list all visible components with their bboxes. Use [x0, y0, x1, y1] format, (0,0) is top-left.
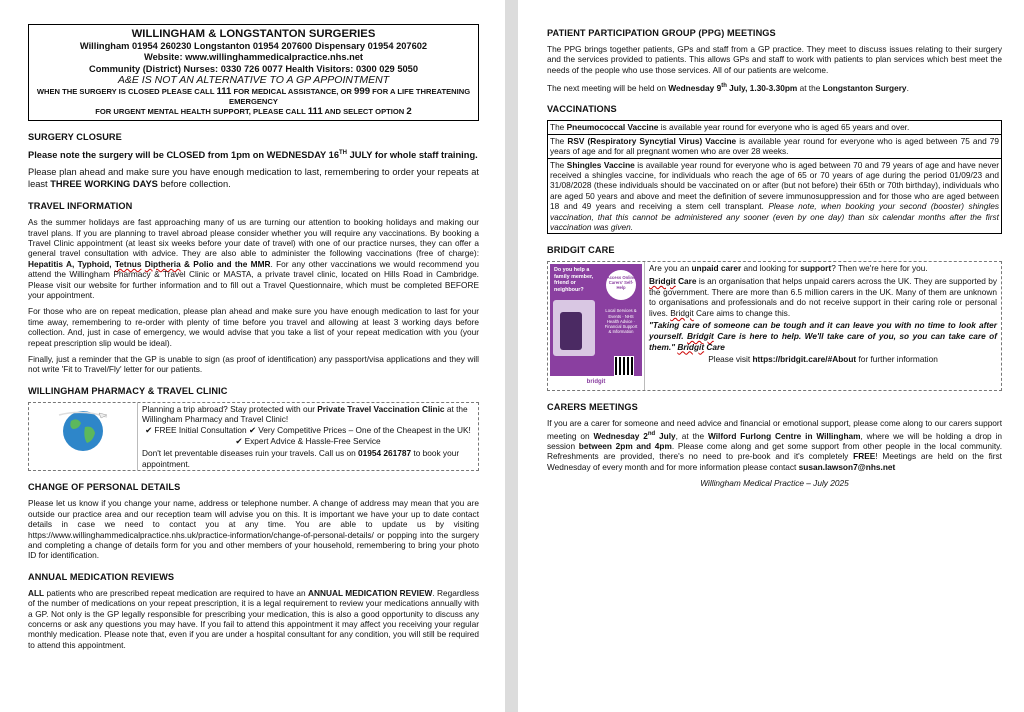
bridgit-box [547, 261, 1002, 391]
ppg-heading: PATIENT PARTICIPATION GROUP (PPG) MEETINGS [547, 28, 776, 38]
travel-paragraph-2: For those who are on repeat medication, please plan ahead and make sure you have enough medication to last for your time away, remembering to re-order with plenty of time before you travel and allowing at least 3 working days before collection. And, just in case of emergency, we would advise that you take a list of your repeat medication with you (your repeat prescription slip would be ideal). [28, 306, 479, 348]
pneumococcal-row: The Pneumococcal Vaccine is available year round for everyone who is aged 65 years and over. [548, 121, 1001, 134]
ppg-next-meeting: The next meeting will be held on Wednesday 9th July, 1.30-3.30pm at the Longstanton Surgery. [547, 82, 909, 93]
page-gutter [505, 0, 518, 712]
travel-paragraph-1: As the summer holidays are fast approaching many of us are turning our attention to booking holidays and making our travel plans. If you are planning to travel abroad please consider whether you will require any vaccinations. By booking a Travel Clinic appointment (at least six weeks before your date of travel) with one of our practice nurses, they can offer a general travel consultation with advice. They are also able to administer the following vaccinations (free of charge): Hepatitis A, Typhoid, Tetnus Diptheria & Polio and the MMR. For any other vaccinations we would recommend you attend the Willingham Pharmacy & Travel Clinic or MASTA, a private travel clinic, located on Hills Road in Cambridge. Please visit our website for further information and to fill out a Travel Questionnaire, which must be completed BEFORE your appointment. [28, 217, 479, 300]
page-right [518, 0, 1024, 712]
change-details-heading: CHANGE OF PERSONAL DETAILS [28, 482, 181, 493]
bridgit-link[interactable]: Please visit https://bridgit.care/#About for further information [708, 354, 938, 365]
pharmacy-box [28, 402, 479, 472]
header-box [28, 24, 479, 121]
travel-heading: TRAVEL INFORMATION [28, 201, 133, 212]
website-line[interactable]: Website: www.willinghammedicalpractice.nhs.net [143, 52, 364, 63]
carers-heading: CARERS MEETINGS [547, 402, 638, 413]
closure-notice: Please note the surgery will be CLOSED from 1pm on WEDNESDAY 16TH JULY for whole staff training. [28, 149, 478, 160]
vaccinations-heading: VACCINATIONS [547, 104, 617, 115]
ppg-paragraph: The PPG brings together patients, GPs and staff from a GP practice. They meet to discuss issues relating to their surgery and the services provided to patients. This allows GPs and staff to work with patients to plan services which best meet the needs of the people who use those services. All of our patients are welcome. [547, 44, 1002, 75]
pharmacy-heading: WILLINGHAM PHARMACY & TRAVEL CLINIC [28, 385, 228, 396]
carers-paragraph: If you are a carer for someone and need advice and financial or emotional support, please come along to our carers support meeting on Wednesday 2nd July, at the Wilford Furlong Centre in Willingham, where we will be holding a drop in session between 2pm and 4pm. Please come along and get some support from other people in the local community. Refreshments are provided, there's no need to pre-book and it's completely FREE! Meetings are held on the first Wednesday of every month and for more information please contact susan.lawson7@nhs.net [547, 418, 1003, 472]
travel-paragraph-3: Finally, just a reminder that the GP is unable to sign (as proof of identification) any passport/visa applications and they will not write 'Fit to Travel/Fly' letter for our patients. [28, 354, 479, 375]
page-left [0, 0, 505, 712]
nurses-line: Community (District) Nurses: 0330 726 0077 Health Visitors: 0300 029 5050 [89, 63, 418, 74]
phone-numbers: Willingham 01954 260230 Longstanton 01954 207600 Dispensary 01954 207602 [79, 41, 428, 51]
bridgit-leaflet-image: Do you help a family member, friend or neighbour? Access Online Carers' Self-Help Local Services & Events · NHS Health Advice · Financial Support & Information bridgit [550, 264, 642, 388]
change-details-paragraph: Please let us know if you change your name, address or telephone number. A change of address may mean that you are outside our practice area and our reception team will advise you on this. It is important we have your up to date contact details in case we need to contact you at any time. You are able to update us by visiting https://www.willinghammedicalpractice.nhs.uk/practice-information/change-of-personal-details/ or popping into the surgery and completing a change of details form for you and other members of your household, remembering to bring your photo ID for identification. [28, 498, 479, 561]
ae-warning: A&E IS NOT AN ALTERNATIVE TO A GP APPOINTMENT [117, 74, 390, 87]
mental-health-line: FOR URGENT MENTAL HEALTH SUPPORT, PLEASE CALL 111 AND SELECT OPTION 2 [95, 106, 412, 118]
annual-review-heading: ANNUAL MEDICATION REVIEWS [28, 571, 175, 582]
bridgit-heading: BRIDGIT CARE [547, 245, 615, 256]
closure-heading: SURGERY CLOSURE [28, 131, 122, 142]
bridgit-text: Are you an unpaid carer and looking for support? Then we're here for you. Bridgit Care is an organisation that helps unpaid carers across the UK. They are supported by the government. There are more than 6.5 million carers in the UK. Many of them are unknown to organisations and professionals and do not receive support in their caring role or personal lives. Bridgit Care aims to change this. "Taking care of someone can be tough and it can leave you with no time to look after yourself. Bridgit Care is here to help. We'll take care of you, so you can take care of them." Bridgit Care Please visit https://bridgit.care/#About for further information [644, 262, 1001, 390]
closed-line: WHEN THE SURGERY IS CLOSED PLEASE CALL 111 FOR MEDICAL ASSISTANCE, OR 999 FOR A LIFE THREATENING EMERGENCY [36, 85, 471, 107]
shingles-row: The Shingles Vaccine is available year round for everyone who is aged between 70 and 79 years of age and have never received a shingles vaccine, for individuals who reach the age of 65 or 70 years of age during the period 01/09/23 and 31/08/2028 (these individuals should be vaccinated on or after (but not before) their 65th or 70th birthday), individuals who are aged 50 years and above and meet the definition of severe immunosuppression and for those who are aged between 18 and 49 years and receiving a stem cell transplant. Please note, when booking your second (booster) shingles vaccination, that this cannot be administered any sooner (even by one day) than six calendar months after the first vaccination was given. [550, 159, 999, 233]
closure-paragraph: Please plan ahead and make sure you have enough medication to last, remembering to order your repeats at least THREE WORKING DAYS before collection. [28, 167, 479, 189]
footer: Willingham Medical Practice – July 2025 [700, 478, 849, 489]
pharmacy-text: Planning a trip abroad? Stay protected with our Private Travel Vaccination Clinic at the Willingham Pharmacy and Travel Clinic! ✔ FREE Initial Consultation ✔ Very Competitive Prices – One of the Cheapest in the UK! ✔ Expert Advice & Hassle-Free Service Don't let preventable diseases ruin your travels. Call us on 01954 261787 to book your appointment. [137, 403, 478, 471]
globe-plane-icon [29, 403, 137, 457]
vaccinations-table [547, 120, 1002, 234]
rsv-row: The RSV (Respiratory Syncytial Virus) Vaccine is available year round for everyone who is aged between 75 and 79 years of age and for all pregnant women who are over 28 weeks. [548, 135, 1001, 159]
annual-review-paragraph: ALL patients who are prescribed repeat medication are required to have an ANNUAL MEDICATION REVIEW. Regardless of the number of medications on your repeat prescription, it is a legal requirement to review your medications annually with a GP. Not only is the GP legally responsible for prescribing your medication, this is also a good opportunity to discuss any concerns or ask any questions you may have. If you fail to attend this appointment it may affect you receiving your regular monthly medication. Please note that, even if you are under a hospital consultant for any condition, you will still be required to attend this appointment. [28, 587, 479, 650]
surgery-title: WILLINGHAM & LONGSTANTON SURGERIES [131, 28, 376, 40]
